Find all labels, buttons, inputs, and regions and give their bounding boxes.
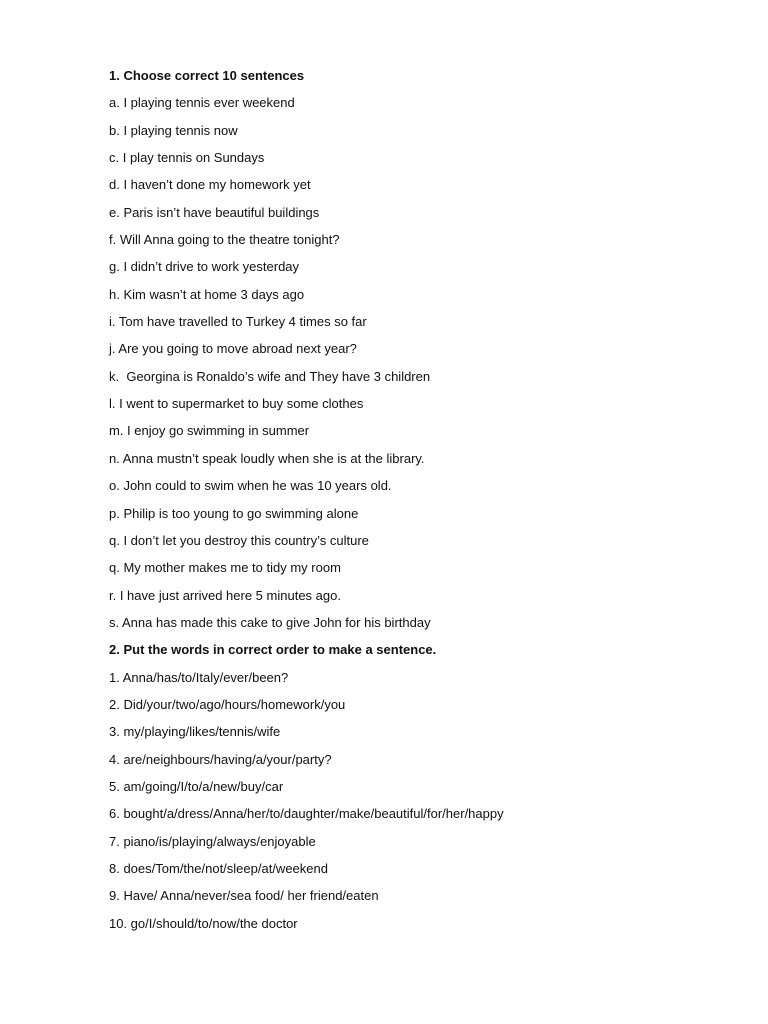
exercise-1-item-r: r. I have just arrived here 5 minutes ago. [109,587,341,603]
exercise-1-item-d: d. I haven’t done my homework yet [109,177,311,193]
exercise-1-item-s: s. Anna has made this cake to give John for his birthday [109,614,431,630]
exercise-2-item-7: 7. piano/is/playing/always/enjoyable [109,833,316,849]
worksheet-content [109,67,729,942]
exercise-1-item-k: k. Georgina is Ronaldo’s wife and They have 3 children [109,368,431,384]
exercise-1-item-p: p. Philip is too young to go swimming alone [109,505,359,521]
exercise-1-item-a: a. I playing tennis ever weekend [109,95,295,111]
exercise-2-item-8: 8. does/Tom/the/not/sleep/at/weekend [109,860,328,876]
exercise-1-item-g: g. I didn’t drive to work yesterday [109,259,300,275]
exercise-1-item-h: h. Kim wasn’t at home 3 days ago [109,286,305,302]
exercise-1-item-i: i. Tom have travelled to Turkey 4 times so far [109,314,367,330]
exercise-1-item-q2: q. My mother makes me to tidy my room [109,560,341,576]
exercise-2-item-9: 9. Have/ Anna/never/sea food/ her friend/eaten [109,888,379,904]
exercise-1-item-c: c. I play tennis on Sundays [109,150,265,166]
exercise-1-item-n: n. Anna mustn’t speak loudly when she is at the library. [109,450,425,466]
section-2-heading: 2. Put the words in correct order to make a sentence. [109,642,437,658]
section-1-heading: 1. Choose correct 10 sentences [109,68,305,83]
exercise-1-item-l: l. I went to supermarket to buy some clothes [109,396,364,412]
exercise-1-item-o: o. John could to swim when he was 10 years old. [109,478,392,494]
exercise-1-item-e: e. Paris isn’t have beautiful buildings [109,204,320,220]
exercise-2-item-4: 4. are/neighbours/having/a/your/party? [109,751,332,767]
exercise-2-item-1: 1. Anna/has/to/Italy/ever/been? [109,669,289,685]
exercise-1-item-m: m. I enjoy go swimming in summer [109,423,310,439]
exercise-2-item-2: 2. Did/your/two/ago/hours/homework/you [109,696,346,712]
exercise-2-item-3: 3. my/playing/likes/tennis/wife [109,724,281,740]
exercise-2-item-5: 5. am/going/I/to/a/new/buy/car [109,778,284,794]
exercise-1-item-q1: q. I don’t let you destroy this country’s culture [109,532,369,548]
exercise-2-item-6: 6. bought/a/dress/Anna/her/to/daughter/make/beautiful/for/her/happy [109,806,504,822]
exercise-2-item-10: 10. go/I/should/to/now/the doctor [109,915,298,931]
exercise-1-item-j: j. Are you going to move abroad next year? [109,341,357,357]
exercise-1-item-f: f. Will Anna going to the theatre tonight? [109,232,340,248]
exercise-1-item-b: b. I playing tennis now [109,122,238,138]
